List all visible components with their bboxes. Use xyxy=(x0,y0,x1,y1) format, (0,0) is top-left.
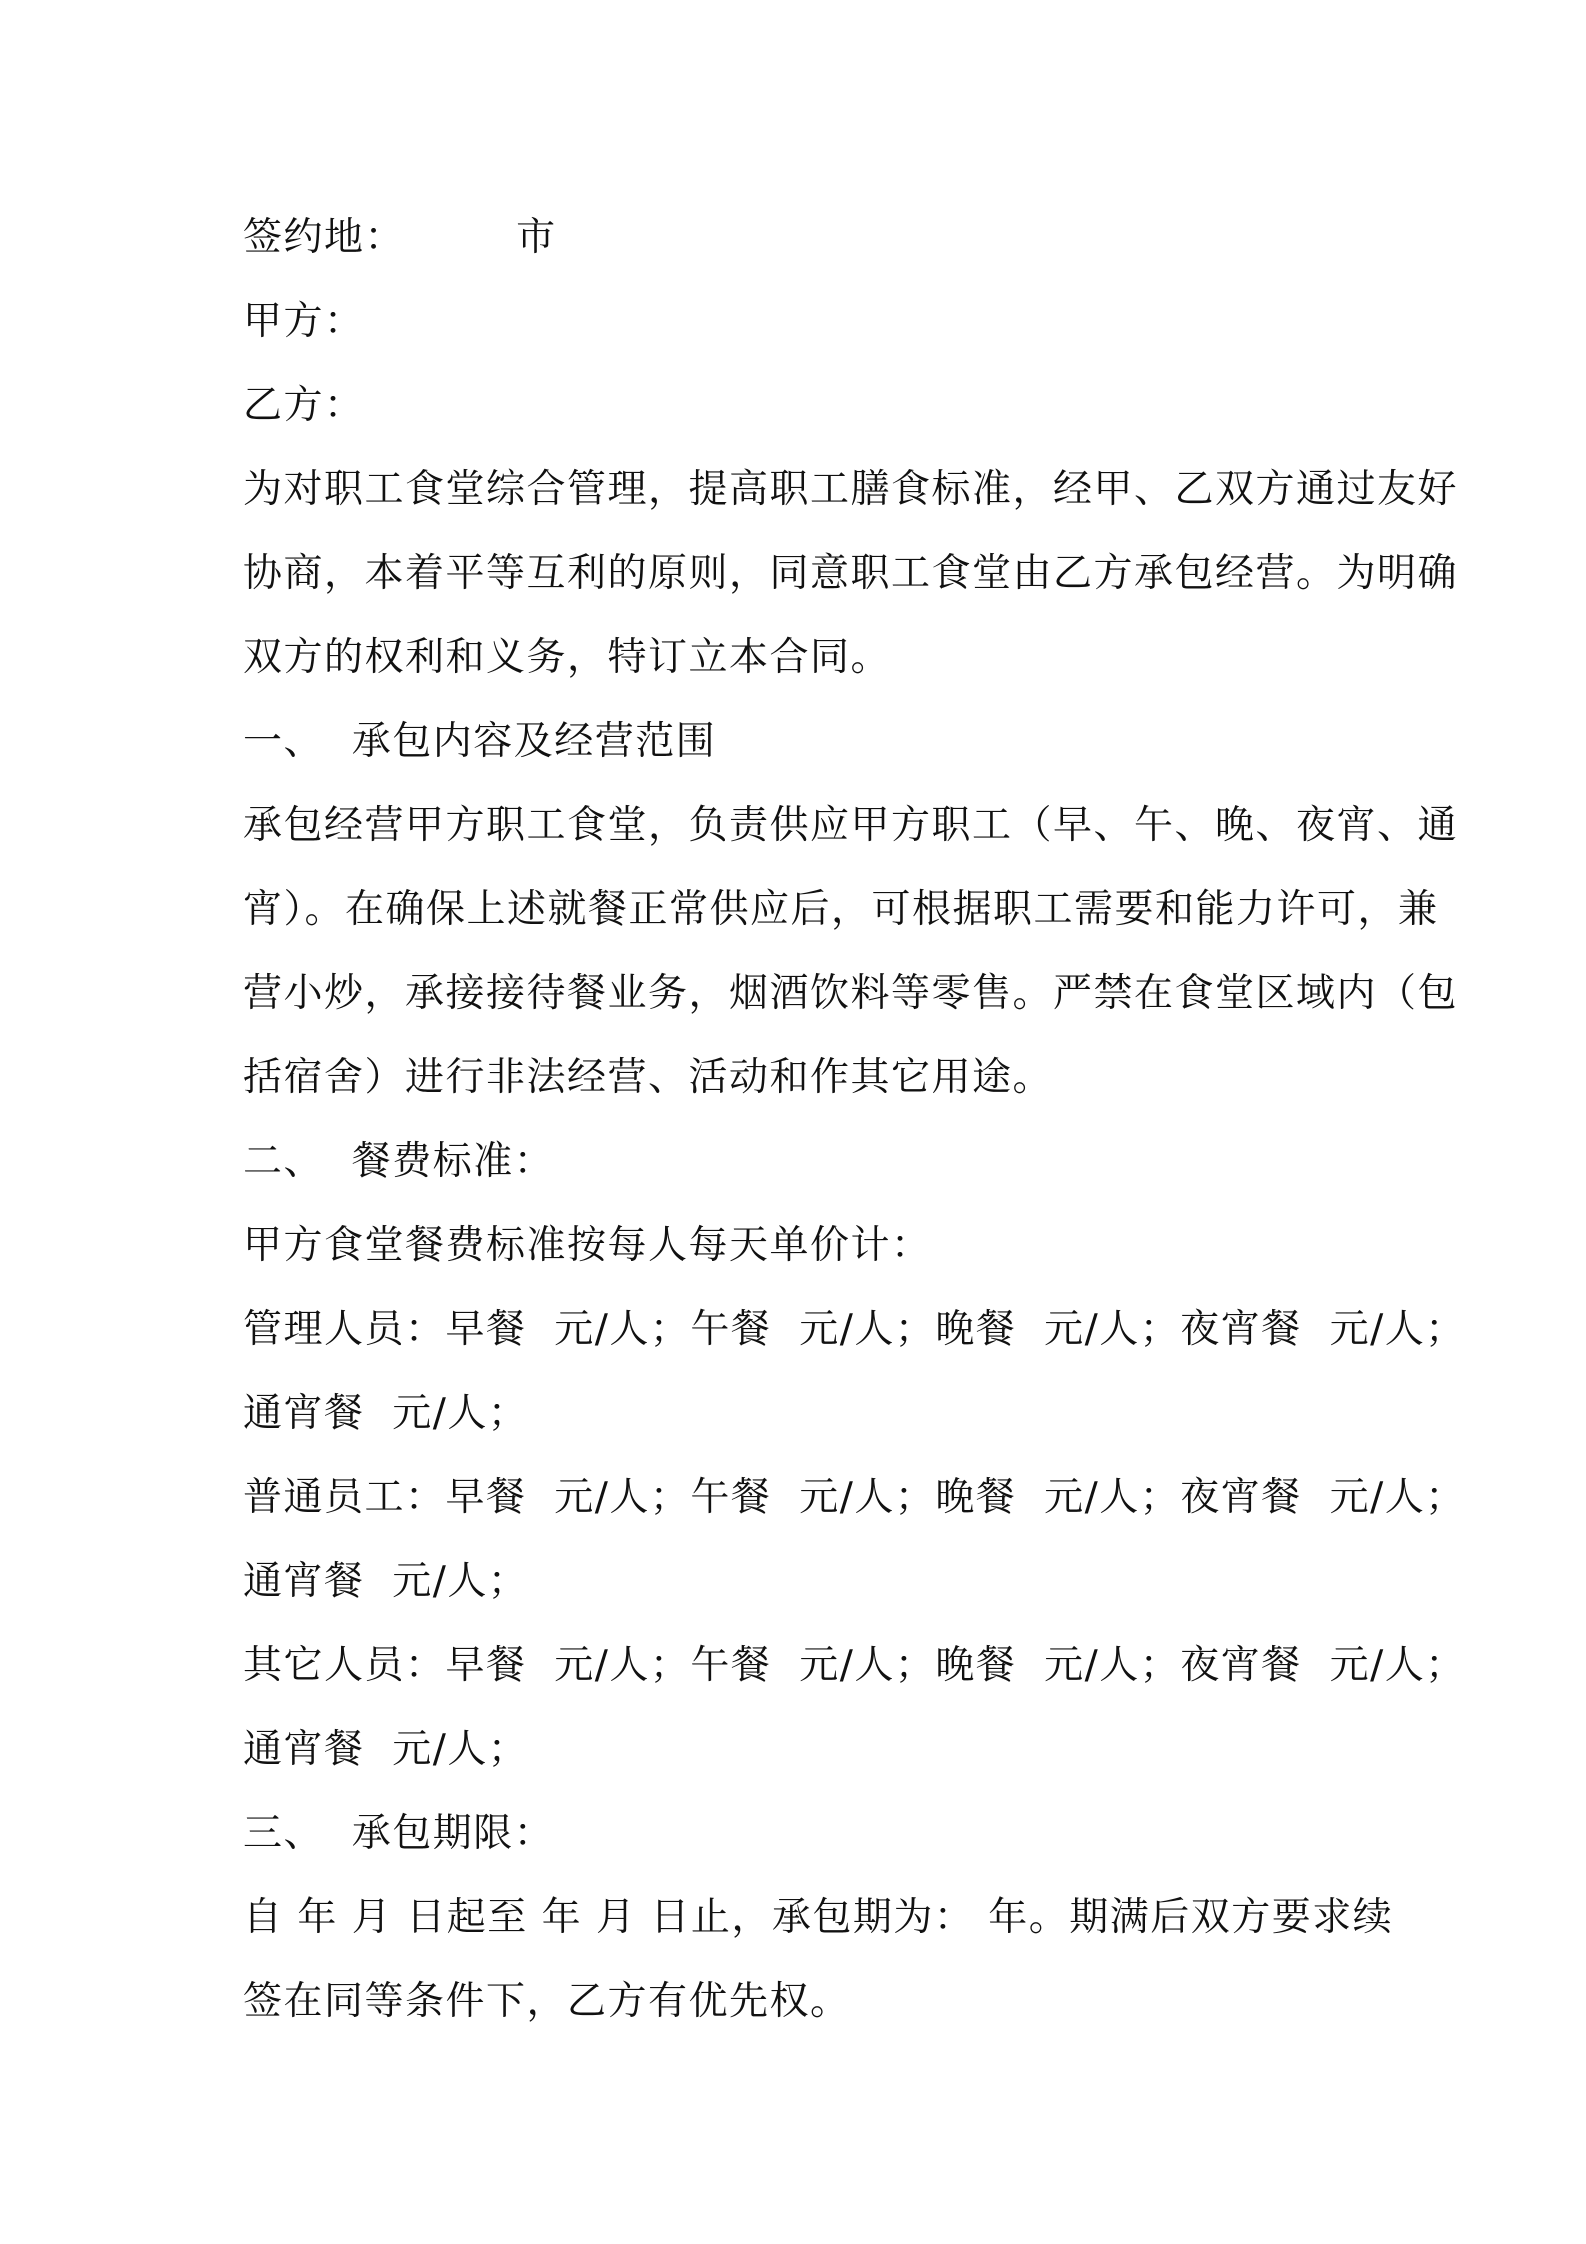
rate-staff-line: 通宵餐 元/人； xyxy=(243,1559,529,1604)
section-3-title: 三、 承包期限： xyxy=(243,1811,555,1856)
rate-others-line: 其它人员：早餐 元/人；午餐 元/人；晚餐 元/人；夜宵餐 元/人； xyxy=(243,1643,1466,1688)
section-1-line: 宵）。在确保上述就餐正常供应后，可根据职工需要和能力许可，兼 xyxy=(243,887,1439,932)
intro-line: 为对职工食堂综合管理，提高职工膳食标准，经甲、乙双方通过友好 xyxy=(243,467,1459,512)
rate-management-line: 通宵餐 元/人； xyxy=(243,1391,529,1436)
signing-place: 签约地： 市 xyxy=(243,215,557,260)
party-a-label: 甲方： xyxy=(243,299,365,344)
section-1-title: 一、 承包内容及经营范围 xyxy=(243,719,717,764)
section-2-title: 二、 餐费标准： xyxy=(243,1139,555,1184)
intro-line: 双方的权利和义务，特订立本合同。 xyxy=(243,635,892,680)
rate-management-line: 管理人员：早餐 元/人；午餐 元/人；晚餐 元/人；夜宵餐 元/人； xyxy=(243,1307,1466,1352)
section-1-line: 括宿舍）进行非法经营、活动和作其它用途。 xyxy=(243,1055,1054,1100)
section-1-line: 承包经营甲方职工食堂，负责供应甲方职工（早、午、晚、夜宵、通 xyxy=(243,803,1459,848)
section-1-line: 营小炒，承接接待餐业务，烟酒饮料等零售。严禁在食堂区域内（包 xyxy=(243,971,1459,1016)
intro-line: 协商，本着平等互利的原则，同意职工食堂由乙方承包经营。为明确 xyxy=(243,551,1459,596)
party-b-label: 乙方： xyxy=(243,383,365,428)
section-2-intro: 甲方食堂餐费标准按每人每天单价计： xyxy=(243,1223,932,1268)
contract-page xyxy=(243,196,1466,2044)
section-3-line: 自 年 月 日起至 年 月 日止，承包期为： 年。期满后双方要求续 xyxy=(243,1895,1394,1940)
section-3-line: 签在同等条件下，乙方有优先权。 xyxy=(243,1979,851,2024)
rate-others-line: 通宵餐 元/人； xyxy=(243,1727,529,1772)
rate-staff-line: 普通员工：早餐 元/人；午餐 元/人；晚餐 元/人；夜宵餐 元/人； xyxy=(243,1475,1466,1520)
